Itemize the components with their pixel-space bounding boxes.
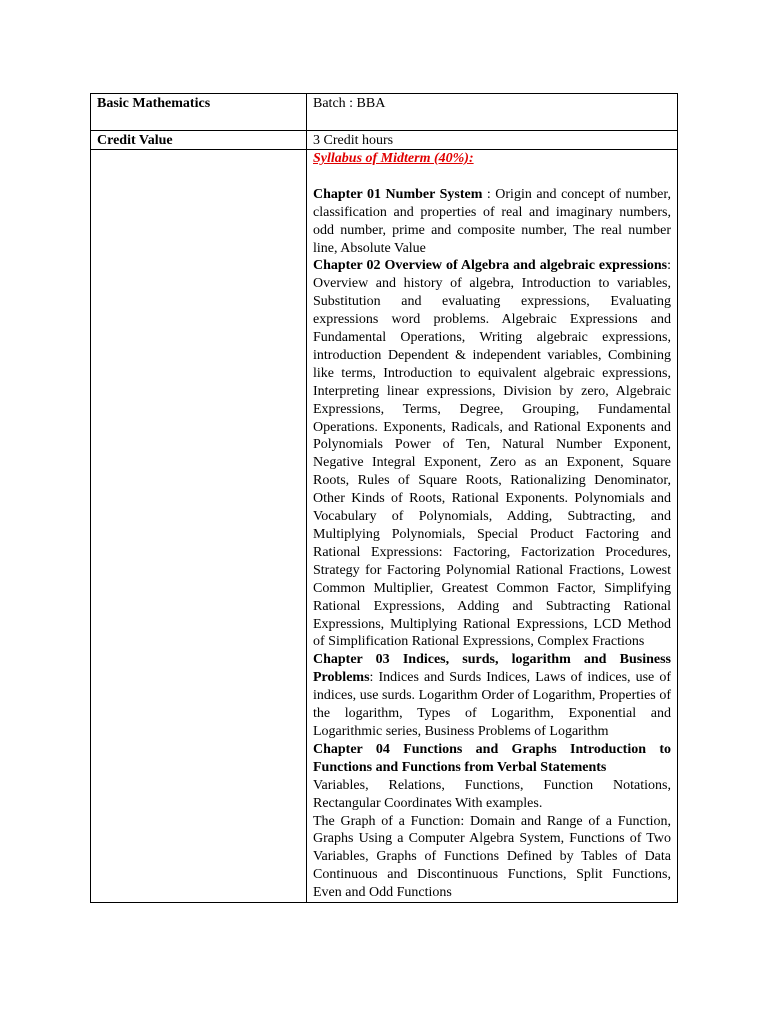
chapter-03-paragraph (313, 651, 671, 741)
blank-line (313, 168, 671, 186)
chapter-04-heading (313, 741, 671, 777)
chapter-02-text: : Overview and history of algebra, Introduction to variables, Substitution and evaluating expressions, Evaluating expressions word problems. Algebraic Expressions and Fundamental Operations, Writing algebraic expressions, introduction Dependent & independent variables, Combining like terms, Introduction to equivalent algebraic expressions, Interpreting linear expressions, Division by zero, Algebraic Expressions, Terms, Degree, Grouping, Fundamental Operations. Exponents, Radicals, and Rational Exponents and Polynomials Power of Ten, Natural Number Exponent, Negative Integral Exponent, Zero as an Exponent, Square Roots, Rules of Square Roots, Rationalizing Denominator, Other Kinds of Roots, Rational Exponents. Polynomials and Vocabulary of Polynomials, Adding, Subtracting, and Multiplying Polynomials, Special Product Factoring and Rational Expressions: Factoring, Factorization Procedures, Strategy for Factoring Polynomial Rational Fractions, Lowest Common Multiplier, Greatest Common Factor, Simplifying Rational Expressions, Adding and Subtracting Rational Expressions, Multiplying Rational Expressions, LCD Method of Simplification Rational Expressions, Complex Fractions (313, 258, 671, 650)
credit-value-label-cell: Credit Value (91, 131, 307, 150)
table-row (91, 150, 678, 903)
table-row (91, 94, 678, 131)
midterm-heading: Syllabus of Midterm (40%): (313, 151, 474, 166)
course-name-cell: Basic Mathematics (91, 94, 307, 131)
chapter-02-title: Chapter 02 Overview of Algebra and algebraic expressions (313, 258, 668, 274)
chapter-04-title: Chapter 04 Functions and Graphs Introduction to Functions and Functions from Verbal Statements (313, 741, 671, 775)
syllabus-content-cell (307, 150, 678, 903)
chapter-01-paragraph (313, 186, 671, 258)
chapter-04-paragraph-2: The Graph of a Function: Domain and Range of a Function, Graphs Using a Computer Algebra System, Functions of Two Variables, Graphs of Functions Defined by Tables of Data Continuous and Discontinuous Functions, Split Functions, Even and Odd Functions (313, 813, 671, 901)
batch-cell: Batch : BBA (307, 94, 678, 131)
chapter-01-text: : Origin and concept of number, classification and properties of real and imaginary numbers, odd number, prime and composite number, The real number line, Absolute Value (313, 186, 671, 256)
chapter-02-paragraph (313, 257, 671, 651)
empty-cell (91, 150, 307, 903)
chapter-01-title: Chapter 01 Number System (313, 186, 483, 202)
chapter-04-paragraph-1: Variables, Relations, Functions, Function Notations, Rectangular Coordinates With examples. (313, 777, 671, 811)
chapter-03-title: Chapter 03 Indices, surds, logarithm and Business Problems (313, 652, 671, 686)
chapter-03-text: : Indices and Surds Indices, Laws of indices, use of indices, use surds. Logarithm Order of Logarithm, Properties of the logarithm, Types of Logarithm, Exponential and Logarithmic series, Business Problems of Logarithm (313, 670, 671, 739)
table-row (91, 131, 678, 150)
credit-hours-cell: 3 Credit hours (307, 131, 678, 150)
course-info-table (90, 93, 678, 903)
